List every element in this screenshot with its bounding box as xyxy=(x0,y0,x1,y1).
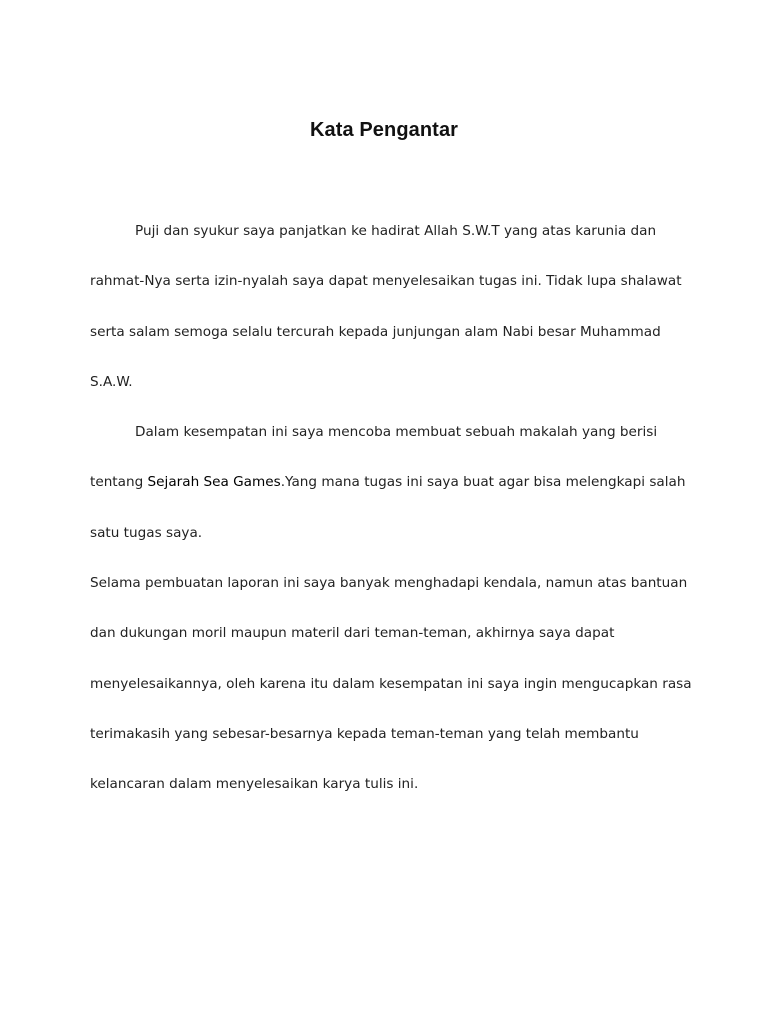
body-line-7: satu tugas saya. xyxy=(90,524,203,541)
body-line-5: Dalam kesempatan ini saya mencoba membuat sebuah makalah yang berisi xyxy=(135,424,658,441)
body-line-11: terimakasih yang sebesar-besarnya kepada teman-teman yang telah membantu xyxy=(90,725,639,742)
body-line-6 xyxy=(90,467,686,517)
emphasized-topic: Sejarah Sea Games xyxy=(147,474,281,491)
document-title: Kata Pengantar xyxy=(309,119,459,141)
body-line-6-suffix: .Yang mana tugas ini saya buat agar bisa melengkapi salah xyxy=(280,474,686,491)
body-line-12: kelancaran dalam menyelesaikan karya tulis ini. xyxy=(90,776,419,793)
body-line-9: dan dukungan moril maupun materil dari teman-teman, akhirnya saya dapat xyxy=(90,625,615,642)
body-line-6-prefix: tentang xyxy=(90,474,148,491)
document-body xyxy=(90,216,692,820)
body-line-3: serta salam semoga selalu tercurah kepada junjungan alam Nabi besar Muhammad xyxy=(90,323,661,340)
body-line-10: menyelesaikannya, oleh karena itu dalam kesempatan ini saya ingin mengucapkan rasa xyxy=(90,675,692,692)
body-line-4: S.A.W. xyxy=(90,373,133,390)
body-line-1: Puji dan syukur saya panjatkan ke hadirat Allah S.W.T yang atas karunia dan xyxy=(135,223,657,239)
body-line-8: Selama pembuatan laporan ini saya banyak menghadapi kendala, namun atas bantuan xyxy=(90,575,688,592)
body-line-2: rahmat-Nya serta izin-nyalah saya dapat menyelesaikan tugas ini. Tidak lupa shalawat xyxy=(90,273,682,290)
